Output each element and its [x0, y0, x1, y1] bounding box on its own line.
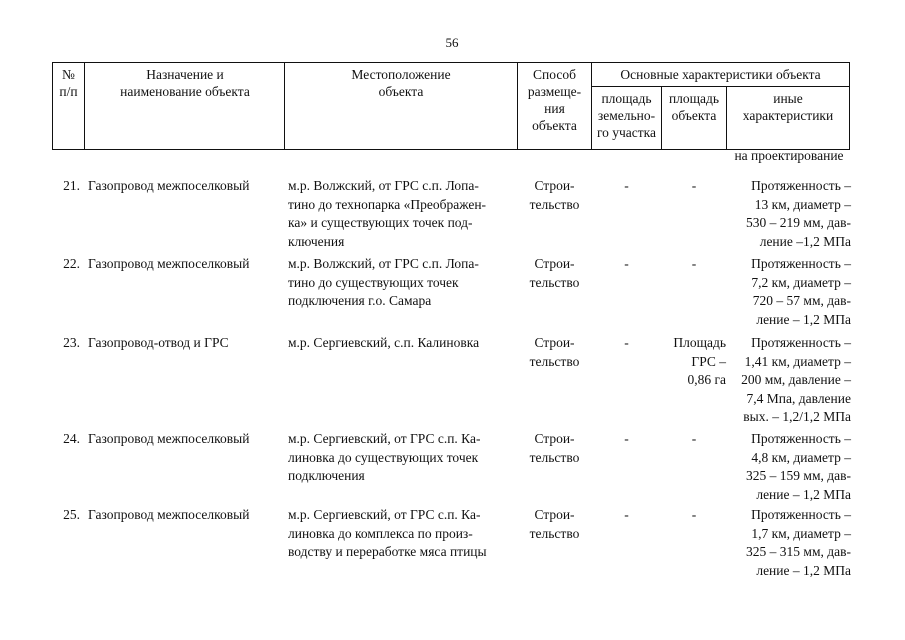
row-24-number: 24. [63, 431, 80, 446]
row-24-other: Протяженность – 4,8 км, диаметр – 325 – 159 мм, дав- ление – 1,2 МПа [746, 431, 851, 502]
row-23-method: Строи- тельство [529, 335, 580, 369]
row-24-land-area: - [624, 431, 629, 446]
page-number: 56 [445, 35, 459, 50]
col-header-other: иные характеристики [742, 91, 834, 123]
row-22-object-area: - [691, 256, 697, 271]
row-21-method: Строи- тельство [529, 178, 580, 212]
row-22-number: 22. [63, 256, 80, 271]
row-25-object-area: - [691, 507, 697, 522]
row-25-number: 25. [63, 507, 80, 522]
row-23-location: м.р. Сергиевский, с.п. Калиновка [288, 335, 480, 350]
row-22-location: м.р. Волжский, от ГРС с.п. Лопа- тино до существующих точек подключения г.о. Самара [288, 256, 479, 308]
row-24-method: Строи- тельство [529, 431, 580, 465]
row-21-object-area: - [691, 178, 697, 193]
row-25-other: Протяженность – 1,7 км, диаметр – 325 – 315 мм, дав- ление – 1,2 МПа [746, 507, 851, 578]
col-header-land-area: площадь земельно- го участка [596, 91, 657, 140]
row-21-number: 21. [63, 178, 80, 193]
header-subrow-line [591, 86, 850, 87]
col-header-object-area: площадь объекта [668, 91, 720, 123]
col-header-method: Способ размеще- ния объекта [527, 67, 582, 133]
row-23-number: 23. [63, 335, 80, 350]
col-header-characteristics: Основные характеристики объекта [620, 67, 821, 82]
row-21-location: м.р. Волжский, от ГРС с.п. Лопа- тино до технопарка «Преображен- ка» и существующих точек под- ключения [288, 178, 487, 249]
row-21-other: Протяженность – 13 км, диаметр – 530 – 219 мм, дав- ление –1,2 МПа [746, 178, 851, 249]
header-border-right [849, 62, 850, 150]
row-22-other: Протяженность – 7,2 км, диаметр – 720 – 57 мм, дав- ление – 1,2 МПа [751, 256, 851, 327]
col-header-name: Назначение и наименование объекта [120, 67, 250, 99]
row-25-location: м.р. Сергиевский, от ГРС с.п. Ка- линовка до комплекса по произ- водству и переработке мяса птицы [288, 507, 487, 559]
row-22-method: Строи- тельство [529, 256, 580, 290]
row-21-land-area: - [624, 178, 629, 193]
row-23-other: Протяженность – 1,41 км, диаметр – 200 мм, давление – 7,4 Мпа, давление вых. – 1,2/1,2 МПа [741, 335, 851, 424]
header-border-top [52, 62, 850, 63]
row-23-object-area: Площадь ГРС – 0,86 га [673, 335, 726, 387]
row-23-name: Газопровод-отвод и ГРС [88, 335, 229, 350]
row-23-land-area: - [624, 335, 629, 350]
row-24-location: м.р. Сергиевский, от ГРС с.п. Ка- линовка до существующих точек подключения [288, 431, 481, 483]
row-24-object-area: - [691, 431, 697, 446]
header-divider-1 [84, 62, 85, 150]
row-25-name: Газопровод межпоселковый [88, 507, 250, 522]
carry-over-text: на проектирование [734, 148, 844, 163]
row-21-name: Газопровод межпоселковый [88, 178, 250, 193]
row-24-name: Газопровод межпоселковый [88, 431, 250, 446]
row-22-name: Газопровод межпоселковый [88, 256, 250, 271]
header-divider-2 [284, 62, 285, 150]
row-25-land-area: - [624, 507, 629, 522]
row-22-land-area: - [624, 256, 629, 271]
col-header-location: Местоположение объекта [351, 67, 451, 99]
col-header-number: № п/п [59, 67, 78, 99]
row-25-method: Строи- тельство [529, 507, 580, 541]
